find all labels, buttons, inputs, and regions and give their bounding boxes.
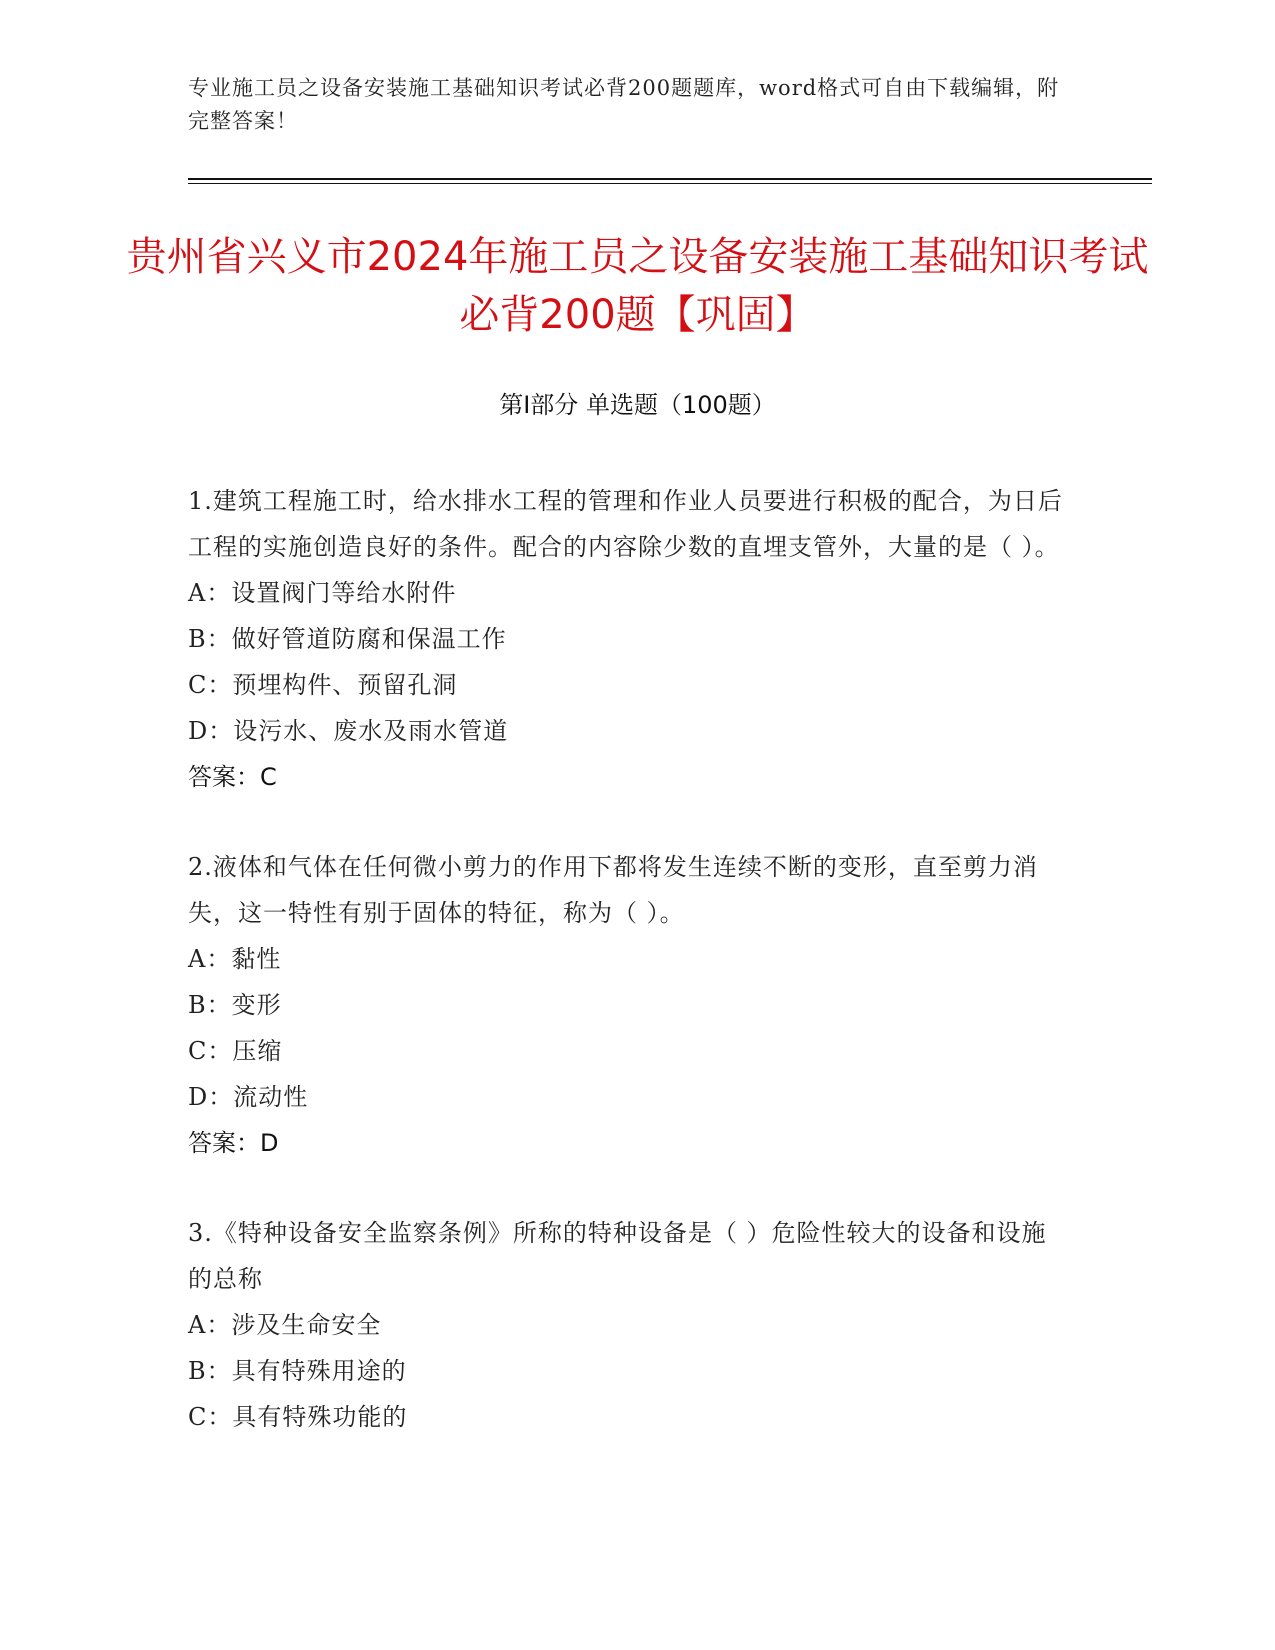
option-d: D：流动性 [188,1083,309,1111]
option-c: C：具有特殊功能的 [188,1403,408,1431]
section-title: 第Ⅰ部分 单选题（100题） [499,391,776,419]
question-item [188,1210,1068,1440]
option-b: B：具有特殊用途的 [188,1357,407,1385]
answer-line: 答案：C [188,763,277,791]
header-rule-thick [188,178,1152,180]
option-a: A：黏性 [188,945,282,973]
option-a: A：设置阀门等给水附件 [188,579,457,607]
option-d: D：设污水、废水及雨水管道 [188,717,509,745]
question-text: 1.建筑工程施工时，给水排水工程的管理和作业人员要进行积极的配合，为日后工程的实施创造良好的条件。配合的内容除少数的直埋支管外，大量的是（ ）。 [188,487,1063,561]
question-item [188,844,1068,1166]
question-item [188,478,1068,800]
option-b: B：做好管道防腐和保温工作 [188,625,507,653]
question-list [188,478,1068,1484]
question-text: 3.《特种设备安全监察条例》所称的特种设备是（ ）危险性较大的设备和设施的总称 [188,1219,1047,1293]
option-a: A：涉及生命安全 [188,1311,382,1339]
document-title: 贵州省兴义市2024年施工员之设备安装施工基础知识考试必背200题【巩固】 [126,234,1149,338]
option-b: B：变形 [188,991,282,1019]
option-c: C：预埋构件、预留孔洞 [188,671,458,699]
header-rule-thin [188,183,1152,184]
option-c: C：压缩 [188,1037,283,1065]
header-note: 专业施工员之设备安装施工基础知识考试必背200题题库，word格式可自由下载编辑，附完整答案！ [188,76,1060,133]
answer-line: 答案：D [188,1129,279,1157]
question-text: 2.液体和气体在任何微小剪力的作用下都将发生连续不断的变形，直至剪力消失，这一特性有别于固体的特征，称为（ ）。 [188,853,1038,927]
